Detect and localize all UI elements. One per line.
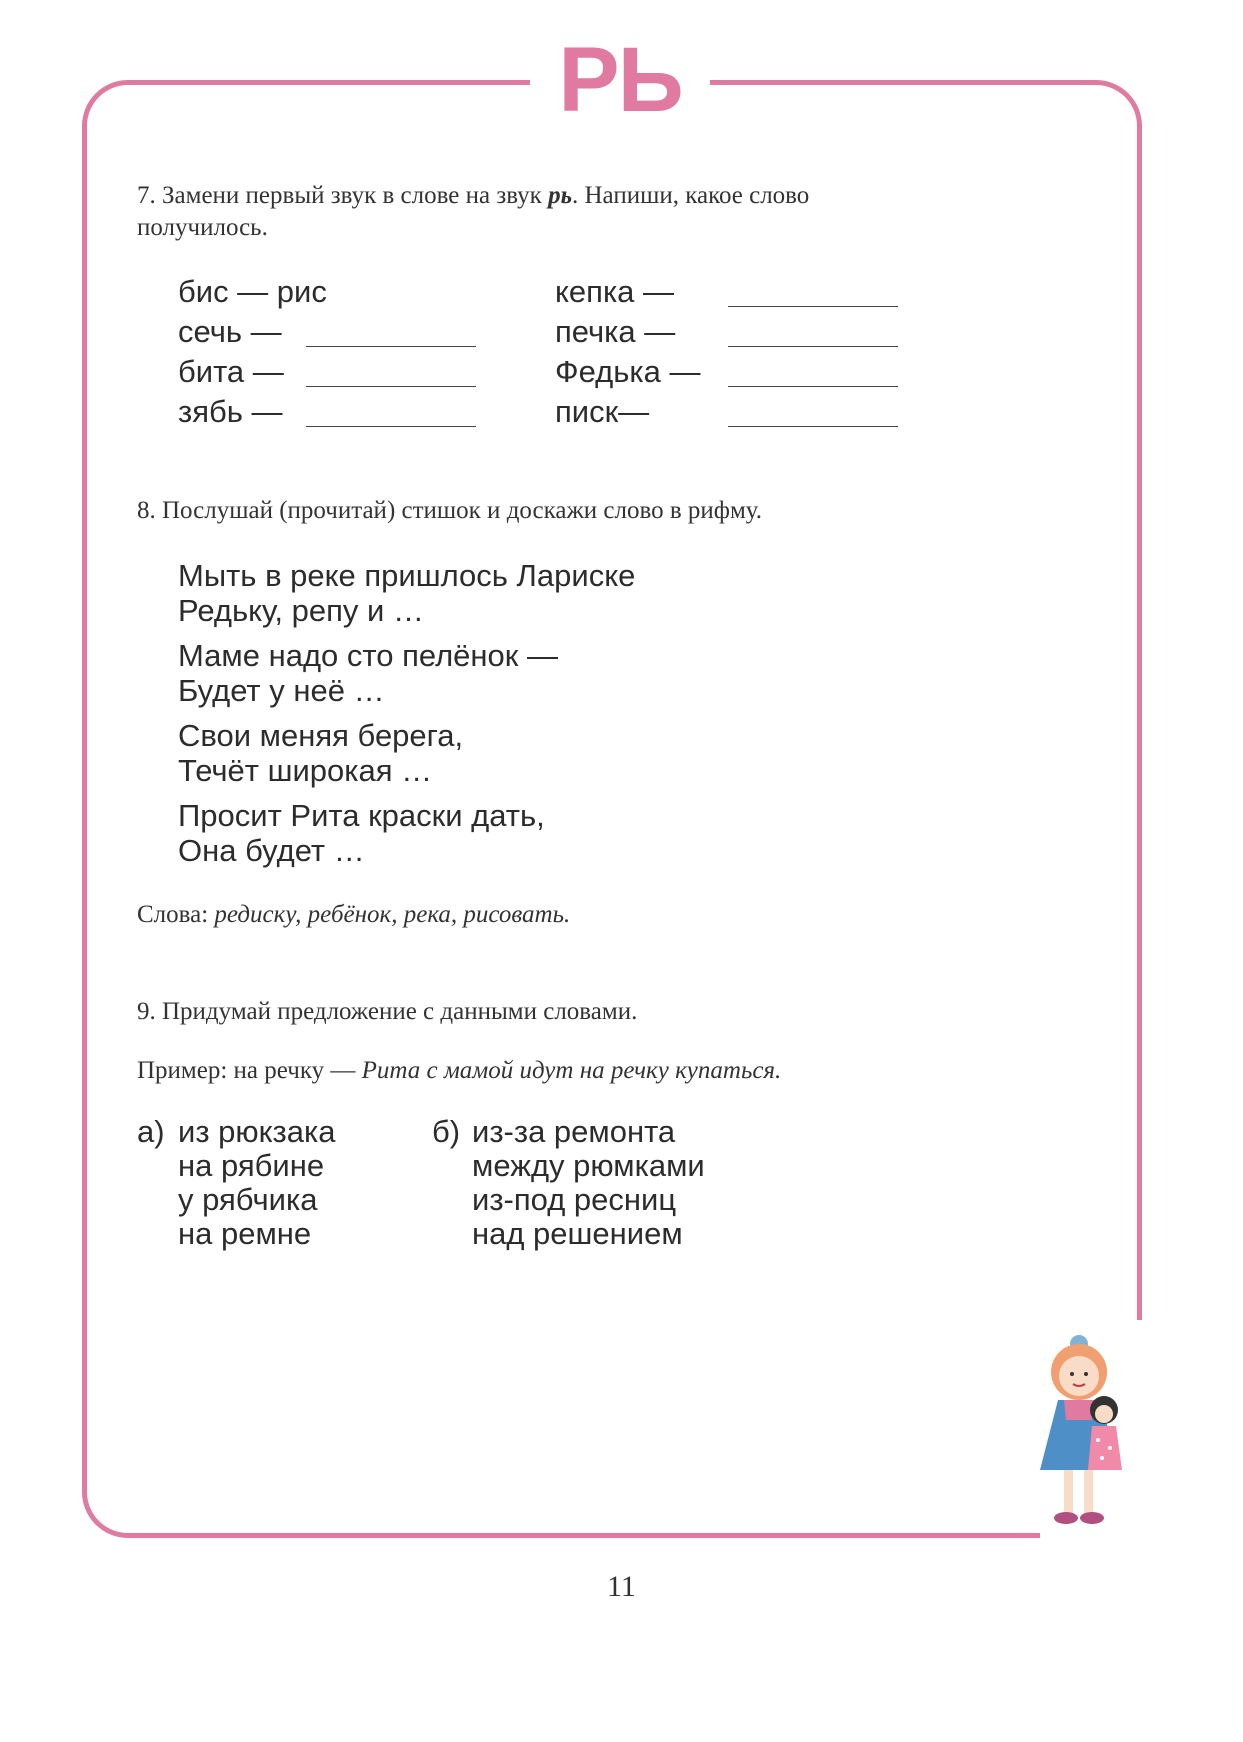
answer-blank[interactable] [306,426,476,427]
word-left-3: бита — [178,354,284,389]
task9-col-a-marker: а) [137,1114,165,1149]
task8-words-hint: Слова: редиску, ребёнок, река, рисовать. [137,901,571,928]
list-item: над решением [472,1216,683,1251]
task9-example-text: Рита с мамой идут на речку купаться. [361,1057,782,1084]
answer-blank[interactable] [306,386,476,387]
task9-col-b [472,1115,705,1251]
page-number: 11 [607,1570,636,1603]
task9-col-a [178,1115,335,1251]
answer-blank[interactable] [306,346,476,347]
word-right-3: Федька — [555,354,701,389]
answer-blank[interactable] [728,386,898,387]
answer-blank[interactable] [728,346,898,347]
answer-blank[interactable] [728,426,898,427]
task9-example: Пример: на речку — Рита с мамой идут на речку купаться. [137,1057,782,1084]
list-item: на ремне [178,1216,312,1251]
list-item: из-под ресниц [472,1182,677,1217]
word-left-1: бис — рис [178,274,327,309]
task7-text-post: . Напиши, какое слово [572,182,810,209]
task9-instruction: 9. Придумай предложение с данными словами. [137,998,638,1025]
list-item: у рябчика [178,1182,318,1217]
task7-instruction [137,180,809,244]
poem-stanza-1: Мыть в реке пришлось Лариске Редьку, репу и … [178,558,636,628]
list-item: из рюкзака [178,1114,336,1149]
task7-sound: рь [548,182,572,209]
page-heading: РЬ [558,29,682,131]
list-item: на рябине [178,1148,325,1183]
task8-instruction: 8. Послушай (прочитай) стишок и доскажи слово в рифму. [137,497,763,524]
task7-text-line2: получилось. [137,214,268,241]
word-right-4: писк— [555,394,650,429]
list-item: между рюмками [472,1148,705,1183]
poem-stanza-3: Свои меняя берега, Течёт широкая … [178,718,464,788]
word-left-2: сечь — [178,314,282,349]
task8-words: редиску, ребёнок, река, рисовать. [214,901,571,928]
list-item: из-за ремонта [472,1114,676,1149]
word-left-4: зябь — [178,394,283,429]
poem-stanza-2: Маме надо сто пелёнок — Будет у неё … [178,638,558,708]
task9-col-b-marker: б) [432,1114,461,1149]
word-right-1: кепка — [555,274,675,309]
answer-blank[interactable] [728,306,898,307]
word-right-2: печка — [555,314,676,349]
poem-stanza-4: Просит Рита краски дать, Она будет … [178,798,545,868]
task7-text-pre: 7. Замени первый звук в слове на звук [137,182,549,209]
girl-with-doll-icon [1024,1330,1154,1550]
